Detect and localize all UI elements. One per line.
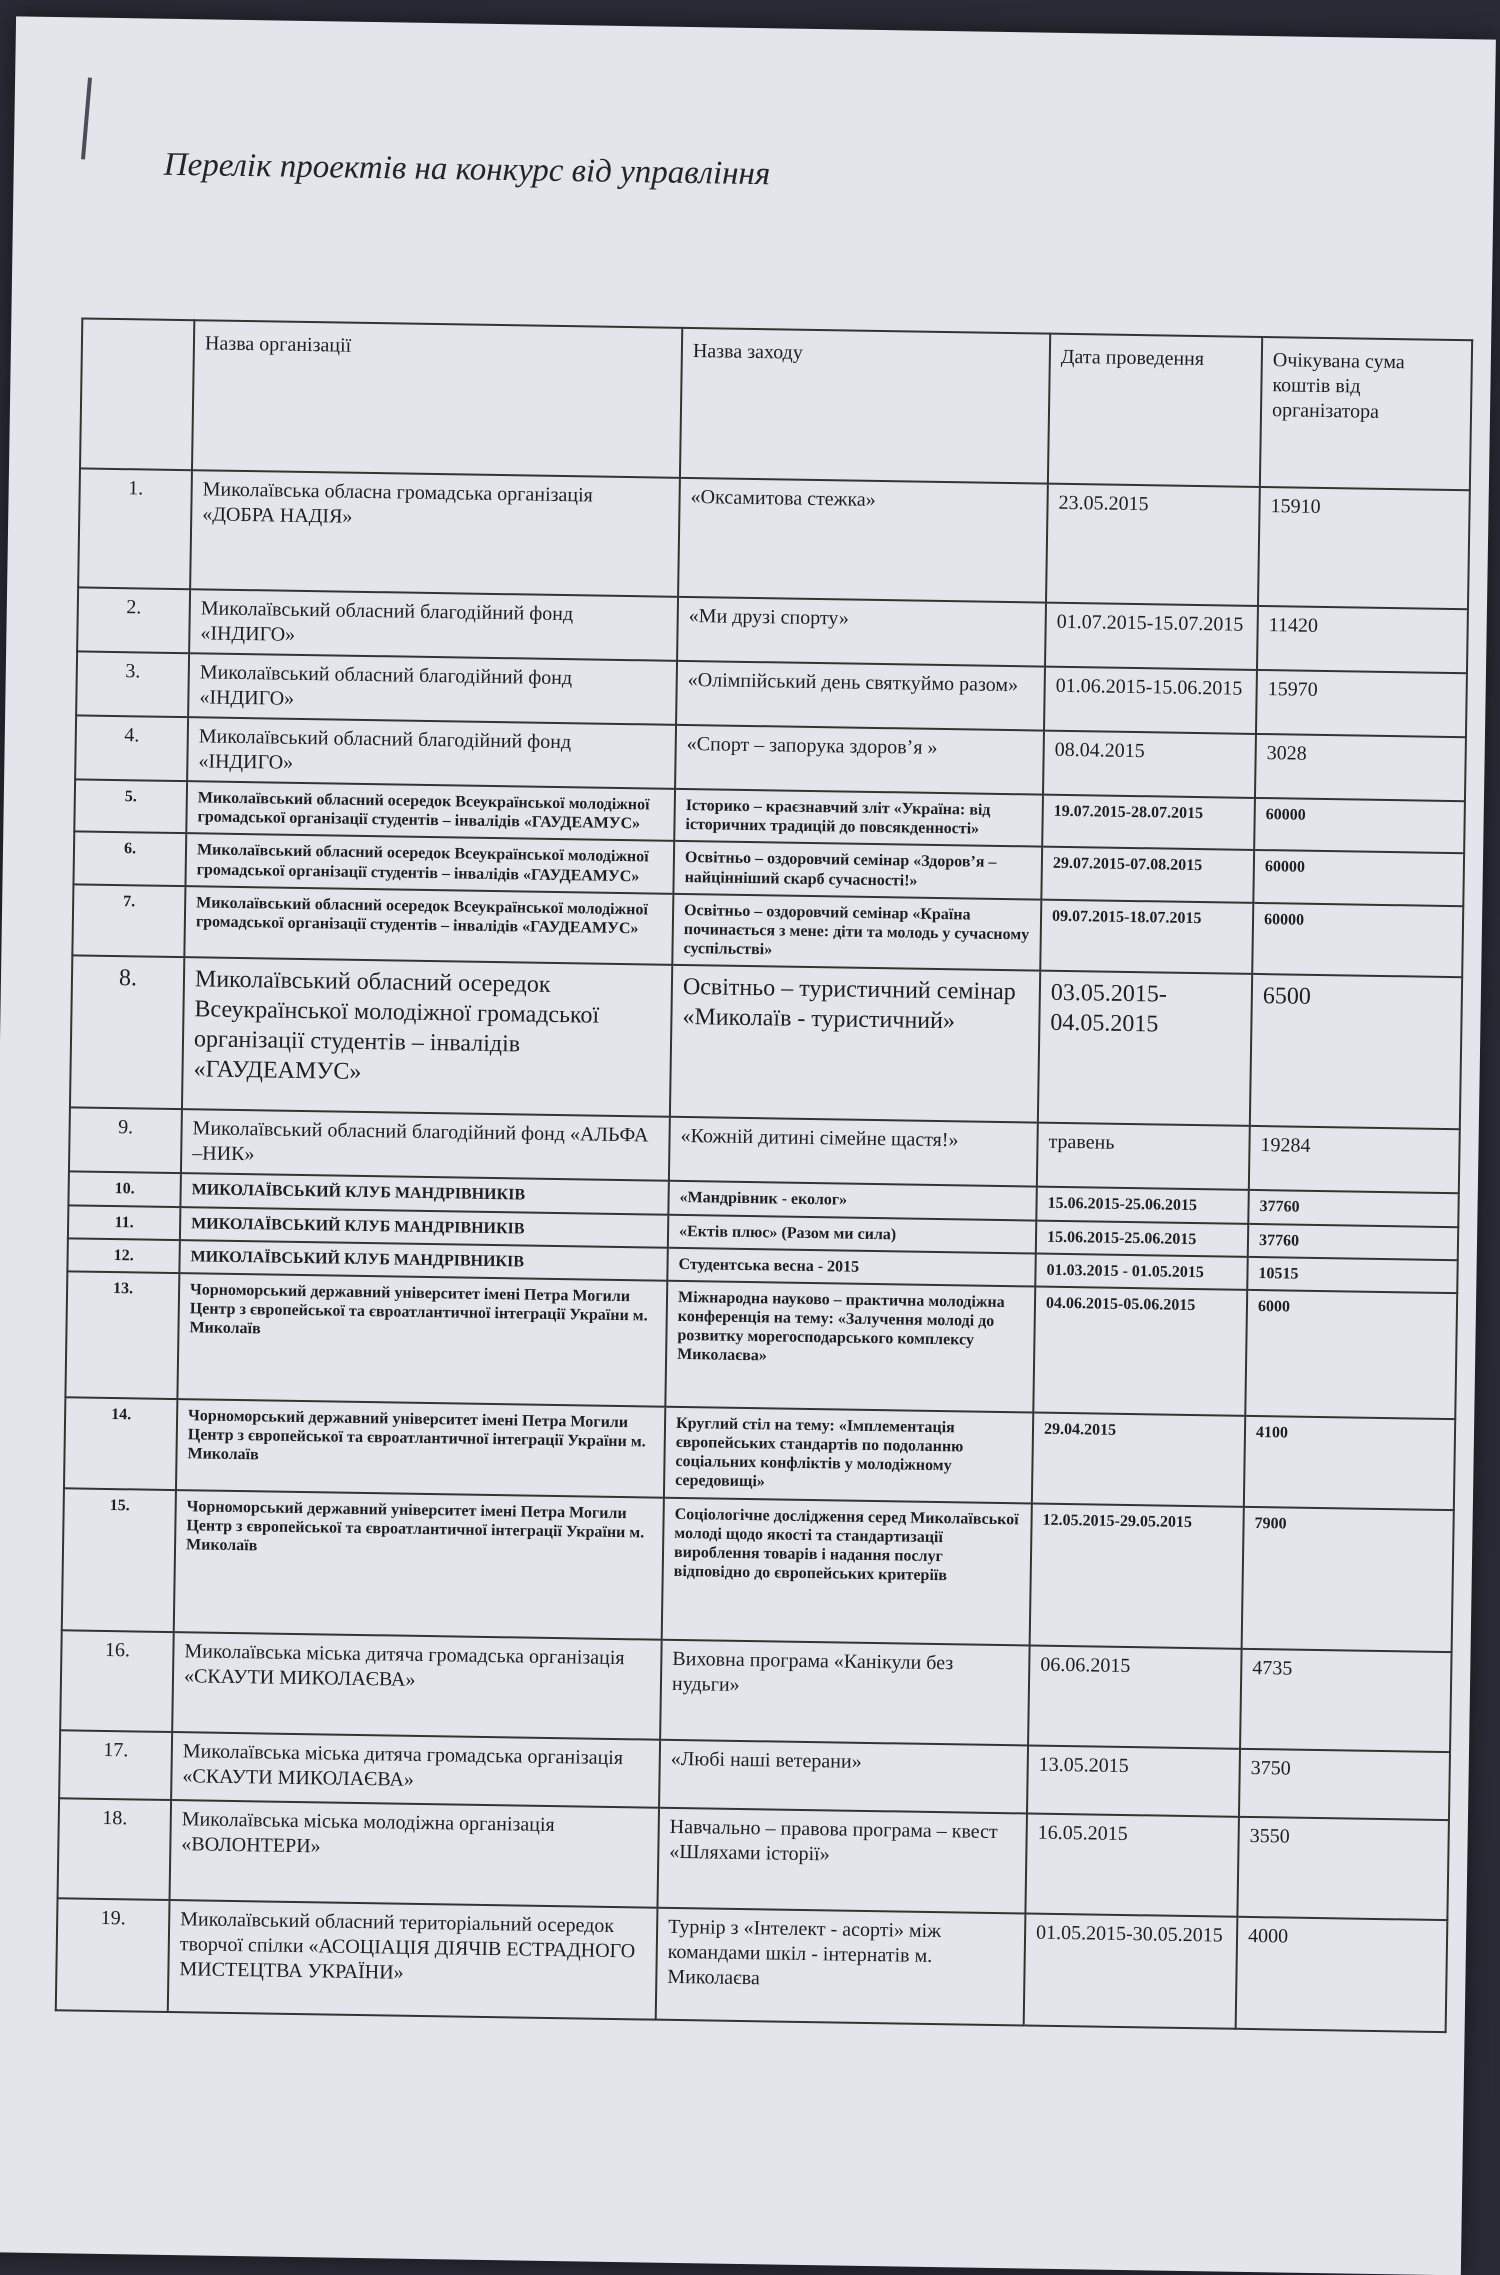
event-cell: Освітньо – туристичний семінар «Миколаїв - туристичний» xyxy=(670,965,1040,1123)
date-cell: травень xyxy=(1037,1123,1250,1190)
row-number-cell: 15. xyxy=(62,1488,176,1632)
organization-cell: Миколаївська міська дитяча громадська організація «СКАУТИ МИКОЛАЄВА» xyxy=(172,1632,662,1740)
projects-table xyxy=(55,317,1473,2032)
amount-cell: 60000 xyxy=(1254,798,1465,854)
amount-cell: 3550 xyxy=(1237,1816,1449,1919)
event-cell: Круглий стіл на тему: «Імплементація європейських стандартів по подоланню соціальних конфліктів у молодіжному середовищі» xyxy=(664,1407,1033,1504)
row-number-cell: 3. xyxy=(76,651,189,717)
row-number-cell: 10. xyxy=(68,1172,181,1207)
row-number-cell: 9. xyxy=(69,1108,182,1174)
row-number-cell: 13. xyxy=(65,1271,179,1399)
table-row xyxy=(78,468,1470,609)
header-amount: Очікувана сума коштів від організатора xyxy=(1260,337,1472,490)
row-number-cell: 6. xyxy=(73,832,186,886)
amount-cell: 15910 xyxy=(1258,487,1470,609)
date-cell: 15.06.2015-25.06.2015 xyxy=(1036,1187,1248,1224)
row-number-cell: 2. xyxy=(77,587,190,653)
date-cell: 01.06.2015-15.06.2015 xyxy=(1044,667,1257,734)
amount-cell: 19284 xyxy=(1249,1126,1460,1193)
date-cell: 23.05.2015 xyxy=(1046,484,1260,606)
row-number-cell: 8. xyxy=(70,956,184,1110)
event-cell: Навчально – правова програма – квест «Шляхами історії» xyxy=(657,1807,1027,1913)
date-cell: 08.04.2015 xyxy=(1043,731,1256,798)
date-cell: 12.05.2015-29.05.2015 xyxy=(1030,1503,1244,1648)
date-cell: 09.07.2015-18.07.2015 xyxy=(1040,899,1253,974)
organization-cell: Миколаївський обласний осередок Всеукраїнської молодіжної громадської організації студентів – інвалідів «ГАУДЕАМУС» xyxy=(186,781,675,841)
event-cell: Освітньо – оздоровчий семінар «Країна починається з мене: діти та молодь у сучасному суспільстві» xyxy=(672,894,1041,971)
table-row xyxy=(62,1488,1454,1652)
row-number-cell: 11. xyxy=(68,1205,181,1240)
row-number-cell: 14. xyxy=(64,1397,177,1489)
amount-cell: 7900 xyxy=(1242,1506,1454,1651)
organization-cell: Миколаївська міська дитяча громадська організація «СКАУТИ МИКОЛАЄВА» xyxy=(171,1732,660,1808)
organization-cell: МИКОЛАЇВСЬКИЙ КЛУБ МАНДРІВНИКІВ xyxy=(179,1240,667,1281)
document-page xyxy=(0,16,1496,2275)
organization-cell: Миколаївський обласний благодійний фонд «ІНДИГО» xyxy=(188,653,677,725)
header-organization: Назва організації xyxy=(192,320,682,478)
header-event: Назва заходу xyxy=(680,328,1050,484)
document-title: Перелік проектів на конкурс від управління xyxy=(163,146,771,193)
date-cell: 01.05.2015-30.05.2015 xyxy=(1024,1913,1238,2028)
event-cell: «Ектів плюс» (Разом ми сила) xyxy=(668,1214,1036,1253)
amount-cell: 15970 xyxy=(1256,670,1467,737)
margin-pen-mark xyxy=(81,77,92,159)
event-cell: Історико – краєзнавчий зліт «Україна: від історичних традицій до повсякденності» xyxy=(674,789,1043,847)
date-cell: 06.06.2015 xyxy=(1028,1645,1242,1748)
event-cell: Студентська весна - 2015 xyxy=(667,1247,1035,1286)
date-cell: 15.06.2015-25.06.2015 xyxy=(1036,1220,1248,1257)
event-cell: «Спорт – запорука здоров’я » xyxy=(675,725,1044,795)
amount-cell: 6500 xyxy=(1250,974,1462,1129)
amount-cell: 6000 xyxy=(1245,1290,1457,1419)
event-cell: Турнір з «Інтелект - асорті» між командами шкіл - інтернатів м. Миколаєва xyxy=(656,1907,1026,2025)
amount-cell: 4000 xyxy=(1236,1916,1448,2031)
table-row xyxy=(70,956,1462,1130)
organization-cell: Миколаївський обласний територіальний осередок творчої спілки «АСОЦІАЦІЯ ДІЯЧІВ ЕСТРАДНОГО МИСТЕЦТВА УКРАЇНИ» xyxy=(168,1900,658,2020)
amount-cell: 4100 xyxy=(1244,1416,1455,1510)
event-cell: Міжнародна науково – практична молодіжна конференція на тему: «Залучення молоді до розвитку морегосподарського комплексу Миколаєва» xyxy=(665,1281,1035,1413)
row-number-cell: 18. xyxy=(58,1798,172,1900)
amount-cell: 3028 xyxy=(1255,734,1466,801)
organization-cell: МИКОЛАЇВСЬКИЙ КЛУБ МАНДРІВНИКІВ xyxy=(180,1173,668,1214)
date-cell: 01.03.2015 - 01.05.2015 xyxy=(1035,1253,1247,1290)
organization-cell: Миколаївський обласний благодійний фонд «АЛЬФА –НИК» xyxy=(181,1109,670,1181)
organization-cell: Миколаївський обласний осередок Всеукраїнської молодіжної громадської організації студентів – інвалідів «ГАУДЕАМУС» xyxy=(185,834,674,894)
date-cell: 29.04.2015 xyxy=(1032,1412,1245,1506)
date-cell: 04.06.2015-05.06.2015 xyxy=(1033,1286,1247,1415)
organization-cell: МИКОЛАЇВСЬКИЙ КЛУБ МАНДРІВНИКІВ xyxy=(180,1207,668,1248)
amount-cell: 37760 xyxy=(1248,1190,1458,1226)
date-cell: 16.05.2015 xyxy=(1025,1813,1239,1916)
event-cell: Виховна програма «Канікули без нудьги» xyxy=(660,1639,1030,1745)
row-number-cell: 17. xyxy=(59,1730,172,1800)
date-cell: 19.07.2015-28.07.2015 xyxy=(1042,795,1255,851)
date-cell: 13.05.2015 xyxy=(1027,1745,1240,1816)
organization-cell: Миколаївський обласний благодійний фонд «ІНДИГО» xyxy=(189,589,678,661)
amount-cell: 10515 xyxy=(1247,1257,1457,1293)
event-cell: «Оксамитова стежка» xyxy=(678,478,1048,603)
table-header-row xyxy=(80,318,1472,490)
organization-cell: Чорноморський державний університет імені Петра Могили Центр з європейської та євроатлантичної інтеграції України м. Миколаїв xyxy=(176,1399,665,1497)
row-number-cell: 1. xyxy=(78,468,192,589)
amount-cell: 60000 xyxy=(1253,850,1464,906)
organization-cell: Миколаївський обласний благодійний фонд «ІНДИГО» xyxy=(187,717,676,789)
date-cell: 29.07.2015-07.08.2015 xyxy=(1041,847,1254,903)
row-number-cell: 4. xyxy=(75,715,188,781)
date-cell: 01.07.2015-15.07.2015 xyxy=(1045,603,1258,670)
date-cell: 03.05.2015-04.05.2015 xyxy=(1038,971,1252,1126)
event-cell: «Любі наші ветерани» xyxy=(659,1739,1028,1813)
amount-cell: 37760 xyxy=(1248,1223,1458,1259)
event-cell: «Ми друзі спорту» xyxy=(677,597,1046,667)
organization-cell: Миколаївська обласна громадська організація «ДОБРА НАДІЯ» xyxy=(190,470,680,597)
event-cell: «Олімпійський день святкуймо разом» xyxy=(676,661,1045,731)
organization-cell: Миколаївський обласний осередок Всеукраїнської молодіжної громадської організації студентів – інвалідів «ГАУДЕАМУС» xyxy=(182,957,672,1117)
amount-cell: 60000 xyxy=(1252,903,1463,978)
amount-cell: 11420 xyxy=(1257,606,1468,673)
organization-cell: Миколаївська міська молодіжна організація «ВОЛОНТЕРИ» xyxy=(170,1800,660,1908)
table-row xyxy=(56,1898,1448,2032)
row-number-cell: 12. xyxy=(67,1238,180,1273)
table-row xyxy=(65,1271,1457,1419)
organization-cell: Чорноморський державний університет імені Петра Могили Центр з європейської та євроатлантичної інтеграції України м. Миколаїв xyxy=(174,1490,664,1640)
event-cell: Освітньо – оздоровчий семінар «Здоров’я – найцінніший скарб сучасності!» xyxy=(673,841,1042,899)
row-number-cell: 19. xyxy=(56,1898,170,2012)
amount-cell: 4735 xyxy=(1240,1648,1452,1751)
event-cell: «Мандрівник - еколог» xyxy=(668,1181,1036,1220)
organization-cell: Чорноморський державний університет імені Петра Могили Центр з європейської та євроатлантичної інтеграції України м. Миколаїв xyxy=(177,1273,667,1407)
row-number-cell: 16. xyxy=(60,1630,174,1732)
header-number xyxy=(80,318,194,470)
header-date: Дата проведення xyxy=(1048,334,1262,487)
row-number-cell: 7. xyxy=(72,884,185,957)
event-cell: Соціологічне дослідження серед Миколаївської молоді щодо якості та стандартизації вироблення товарів і надання послуг відповідно до європейських критеріїв xyxy=(662,1497,1032,1645)
event-cell: «Кожній дитині сімейне щастя!» xyxy=(669,1117,1038,1187)
organization-cell: Миколаївський обласний осередок Всеукраїнської молодіжної громадської організації студентів – інвалідів «ГАУДЕАМУС» xyxy=(184,886,673,965)
row-number-cell: 5. xyxy=(74,779,187,833)
amount-cell: 3750 xyxy=(1239,1748,1450,1819)
